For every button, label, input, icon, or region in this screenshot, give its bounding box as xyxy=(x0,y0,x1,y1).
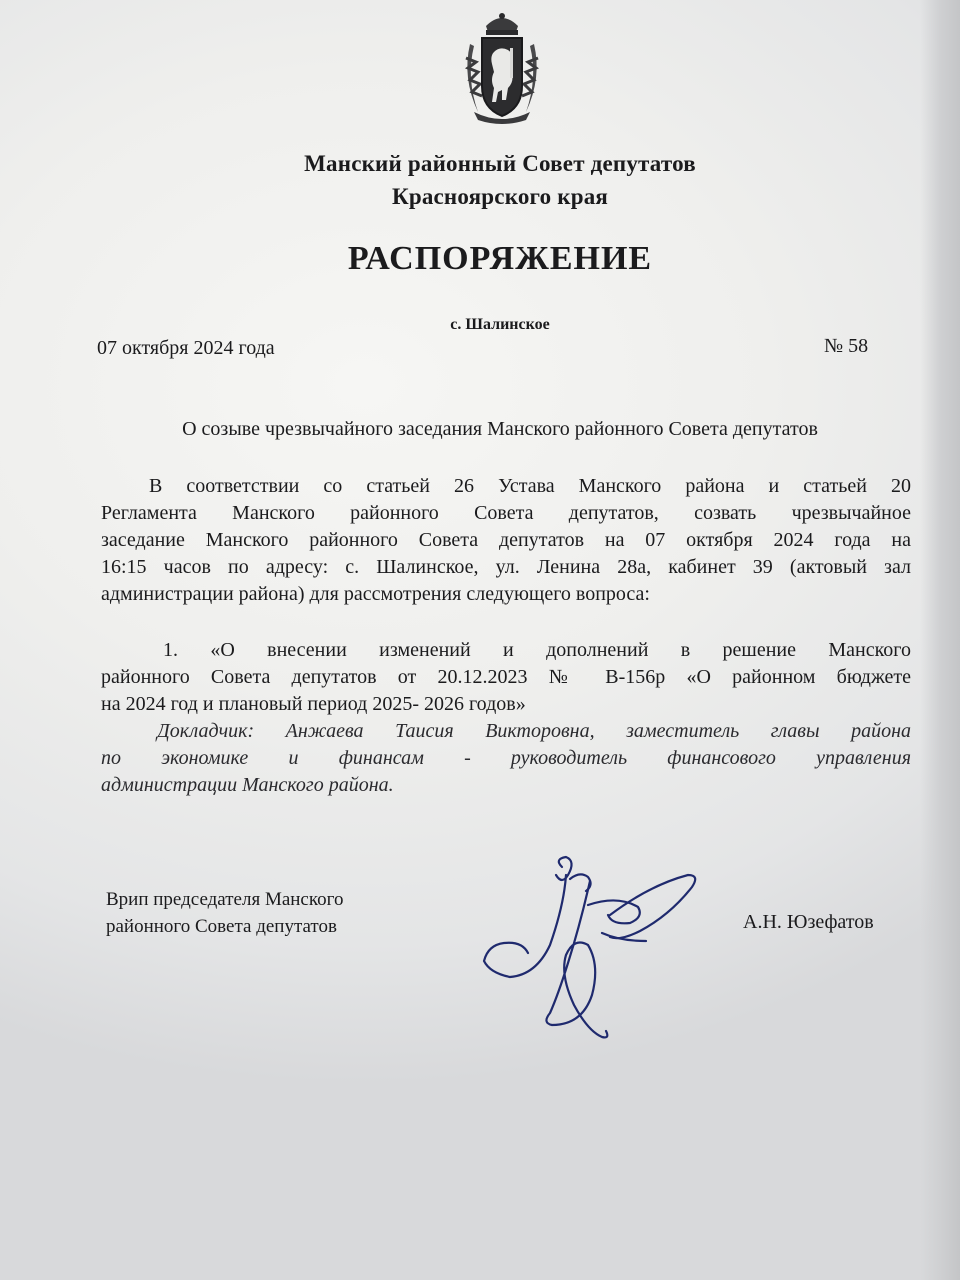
signer-position xyxy=(106,886,343,940)
document-type-title: РАСПОРЯЖЕНИЕ xyxy=(347,240,653,277)
agenda-line: на 2024 год и плановый период 2025- 2026 годов» xyxy=(101,693,526,715)
handwritten-signature xyxy=(470,845,710,1045)
body-line: администрации района) для рассмотрения следующего вопроса: xyxy=(101,583,650,605)
organization-region: Красноярского края xyxy=(391,184,609,209)
body-line: заседание Манского районного Совета депутатов на 07 октября 2024 года на xyxy=(101,529,911,551)
body-line: 16:15 часов по адресу: с. Шалинское, ул. Ленина 28а, кабинет 39 (актовый зал xyxy=(101,556,911,578)
signer-position-line: районного Совета депутатов xyxy=(106,916,337,937)
document-place: с. Шалинское xyxy=(450,316,550,333)
document-subject: О созыве чрезвычайного заседания Манского районного Совета депутатов xyxy=(182,418,818,440)
document-number: № 58 xyxy=(824,335,869,357)
coat-of-arms-icon xyxy=(456,8,548,126)
signer-position-line: Врип председателя Манского xyxy=(106,889,344,910)
agenda-line: районного Совета депутатов от 20.12.2023 № В-156р «О районном бюджете xyxy=(101,666,911,688)
organization-name: Манский районный Совет депутатов xyxy=(304,151,696,176)
body-line: Регламента Манского районного Совета депутатов, созвать чрезвычайное xyxy=(101,502,911,524)
speaker-line: по экономике и финансам - руководитель финансового управления xyxy=(101,747,911,769)
agenda-item xyxy=(101,637,911,718)
agenda-line: 1. «О внесении изменений и дополнений в решение Манского xyxy=(163,639,911,661)
speaker-line: администрации Манского района. xyxy=(101,774,394,796)
body-line: В соответствии со статьей 26 Устава Манского района и статьей 20 xyxy=(149,475,911,497)
document-date: 07 октября 2024 года xyxy=(97,337,275,359)
signer-name: А.Н. Юзефатов xyxy=(743,911,874,933)
body-paragraph xyxy=(101,473,911,608)
speaker-note xyxy=(101,718,911,799)
speaker-line: Докладчик: Анжаева Таисия Викторовна, заместитель главы района xyxy=(157,720,911,742)
